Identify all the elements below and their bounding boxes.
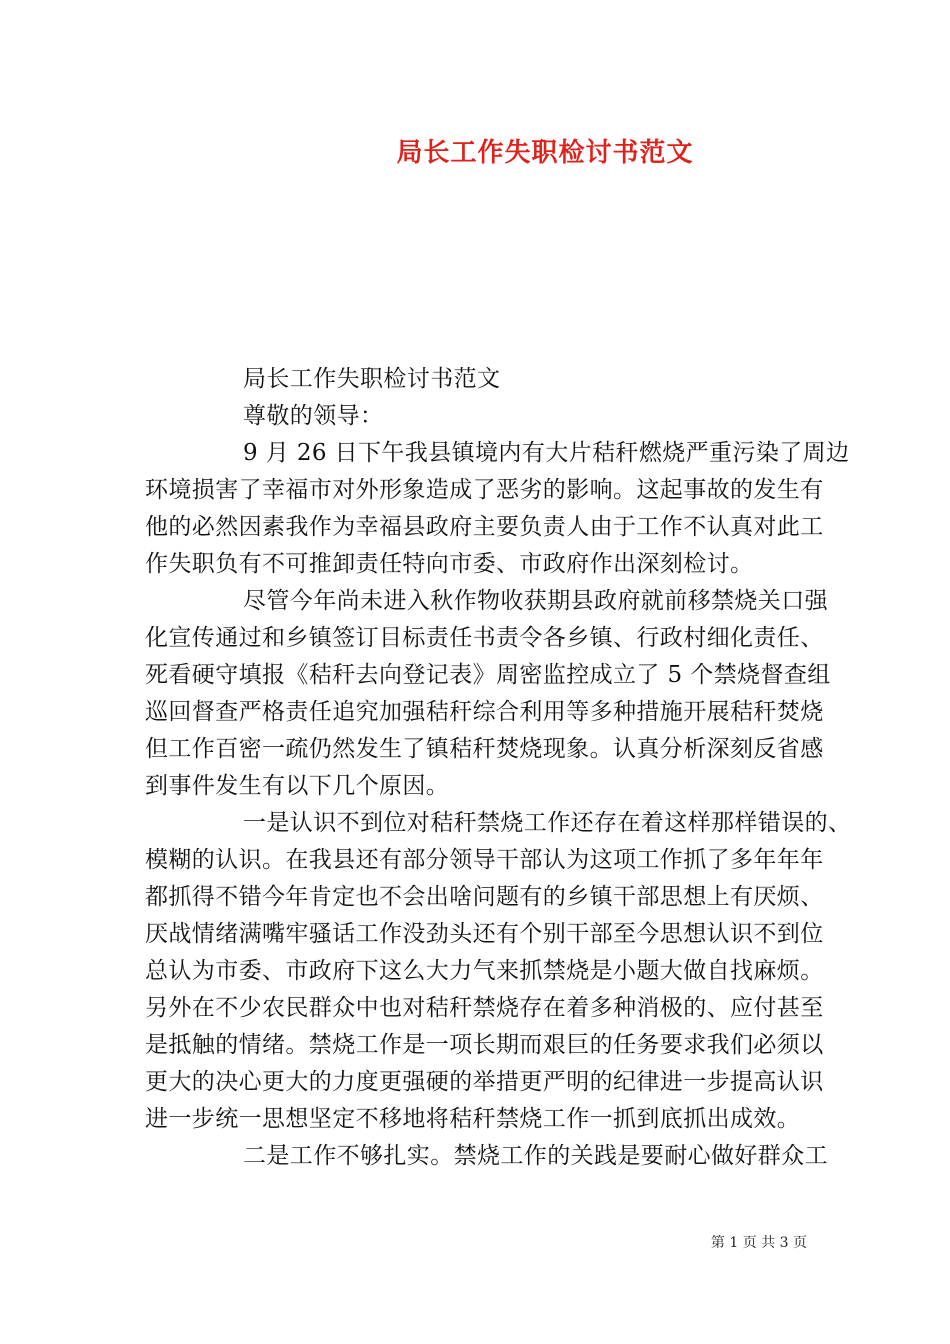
doc-line: 巡回督查严格责任追究加强秸秆综合利用等多种措施开展秸秆焚烧 [145,699,824,725]
doc-line: 模糊的认识。在我县还有部分领导干部认为这项工作抓了多年年年 [145,847,824,873]
doc-line: 进一步统一思想坚定不移地将秸秆禁烧工作一抓到底抓出成效。 [145,1106,801,1132]
doc-line: 更大的决心更大的力度更强硬的举措更严明的纪律进一步提高认识 [145,1069,824,1095]
doc-line: 到事件发生有以下几个原因。 [145,773,450,799]
doc-line: 尽管今年尚未进入秋作物收获期县政府就前移禁烧关口强 [243,588,828,614]
doc-line: 作失职负有不可推卸责任特向市委、市政府作出深刻检讨。 [145,551,754,577]
doc-line: 环境损害了幸福市对外形象造成了恶劣的影响。这起事故的发生有 [145,477,824,503]
doc-line: 尊敬的领导： [243,403,384,429]
doc-line: 化宣传通过和乡镇签订目标责任书责令各乡镇、行政村细化责任、 [145,625,824,651]
doc-line: 另外在不少农民群众中也对秸秆禁烧存在着多种消极的、应付甚至 [145,995,824,1021]
doc-line: 都抓得不错今年肯定也不会出啥问题有的乡镇干部思想上有厌烦、 [145,884,824,910]
doc-line: 一是认识不到位对秸秆禁烧工作还存在着这样那样错误的、 [243,810,852,836]
doc-line: 局长工作失职检讨书范文 [243,366,501,392]
doc-line: 死看硬守填报《秸秆去向登记表》周密监控成立了 5 个禁烧督查组 [145,662,831,688]
document-body [145,361,852,1175]
doc-line: 是抵触的情绪。禁烧工作是一项长期而艰巨的任务要求我们必须以 [145,1032,824,1058]
doc-line: 二是工作不够扎实。禁烧工作的关践是要耐心做好群众工 [243,1143,828,1169]
page-title: 局长工作失职检讨书范文 [396,138,694,168]
page-number: 第 1 页 共 3 页 [710,1235,807,1251]
doc-line: 9 月 26 日下午我县镇境内有大片秸秆燃烧严重污染了周边 [243,440,850,466]
doc-line: 总认为市委、市政府下这么大力气来抓禁烧是小题大做自找麻烦。 [145,958,824,984]
doc-line: 但工作百密一疏仍然发生了镇秸秆焚烧现象。认真分析深刻反省感 [145,736,824,762]
doc-line: 厌战情绪满嘴牢骚话工作没劲头还有个别干部至今思想认识不到位 [145,921,824,947]
doc-line: 他的必然因素我作为幸福县政府主要负责人由于工作不认真对此工 [145,514,824,540]
